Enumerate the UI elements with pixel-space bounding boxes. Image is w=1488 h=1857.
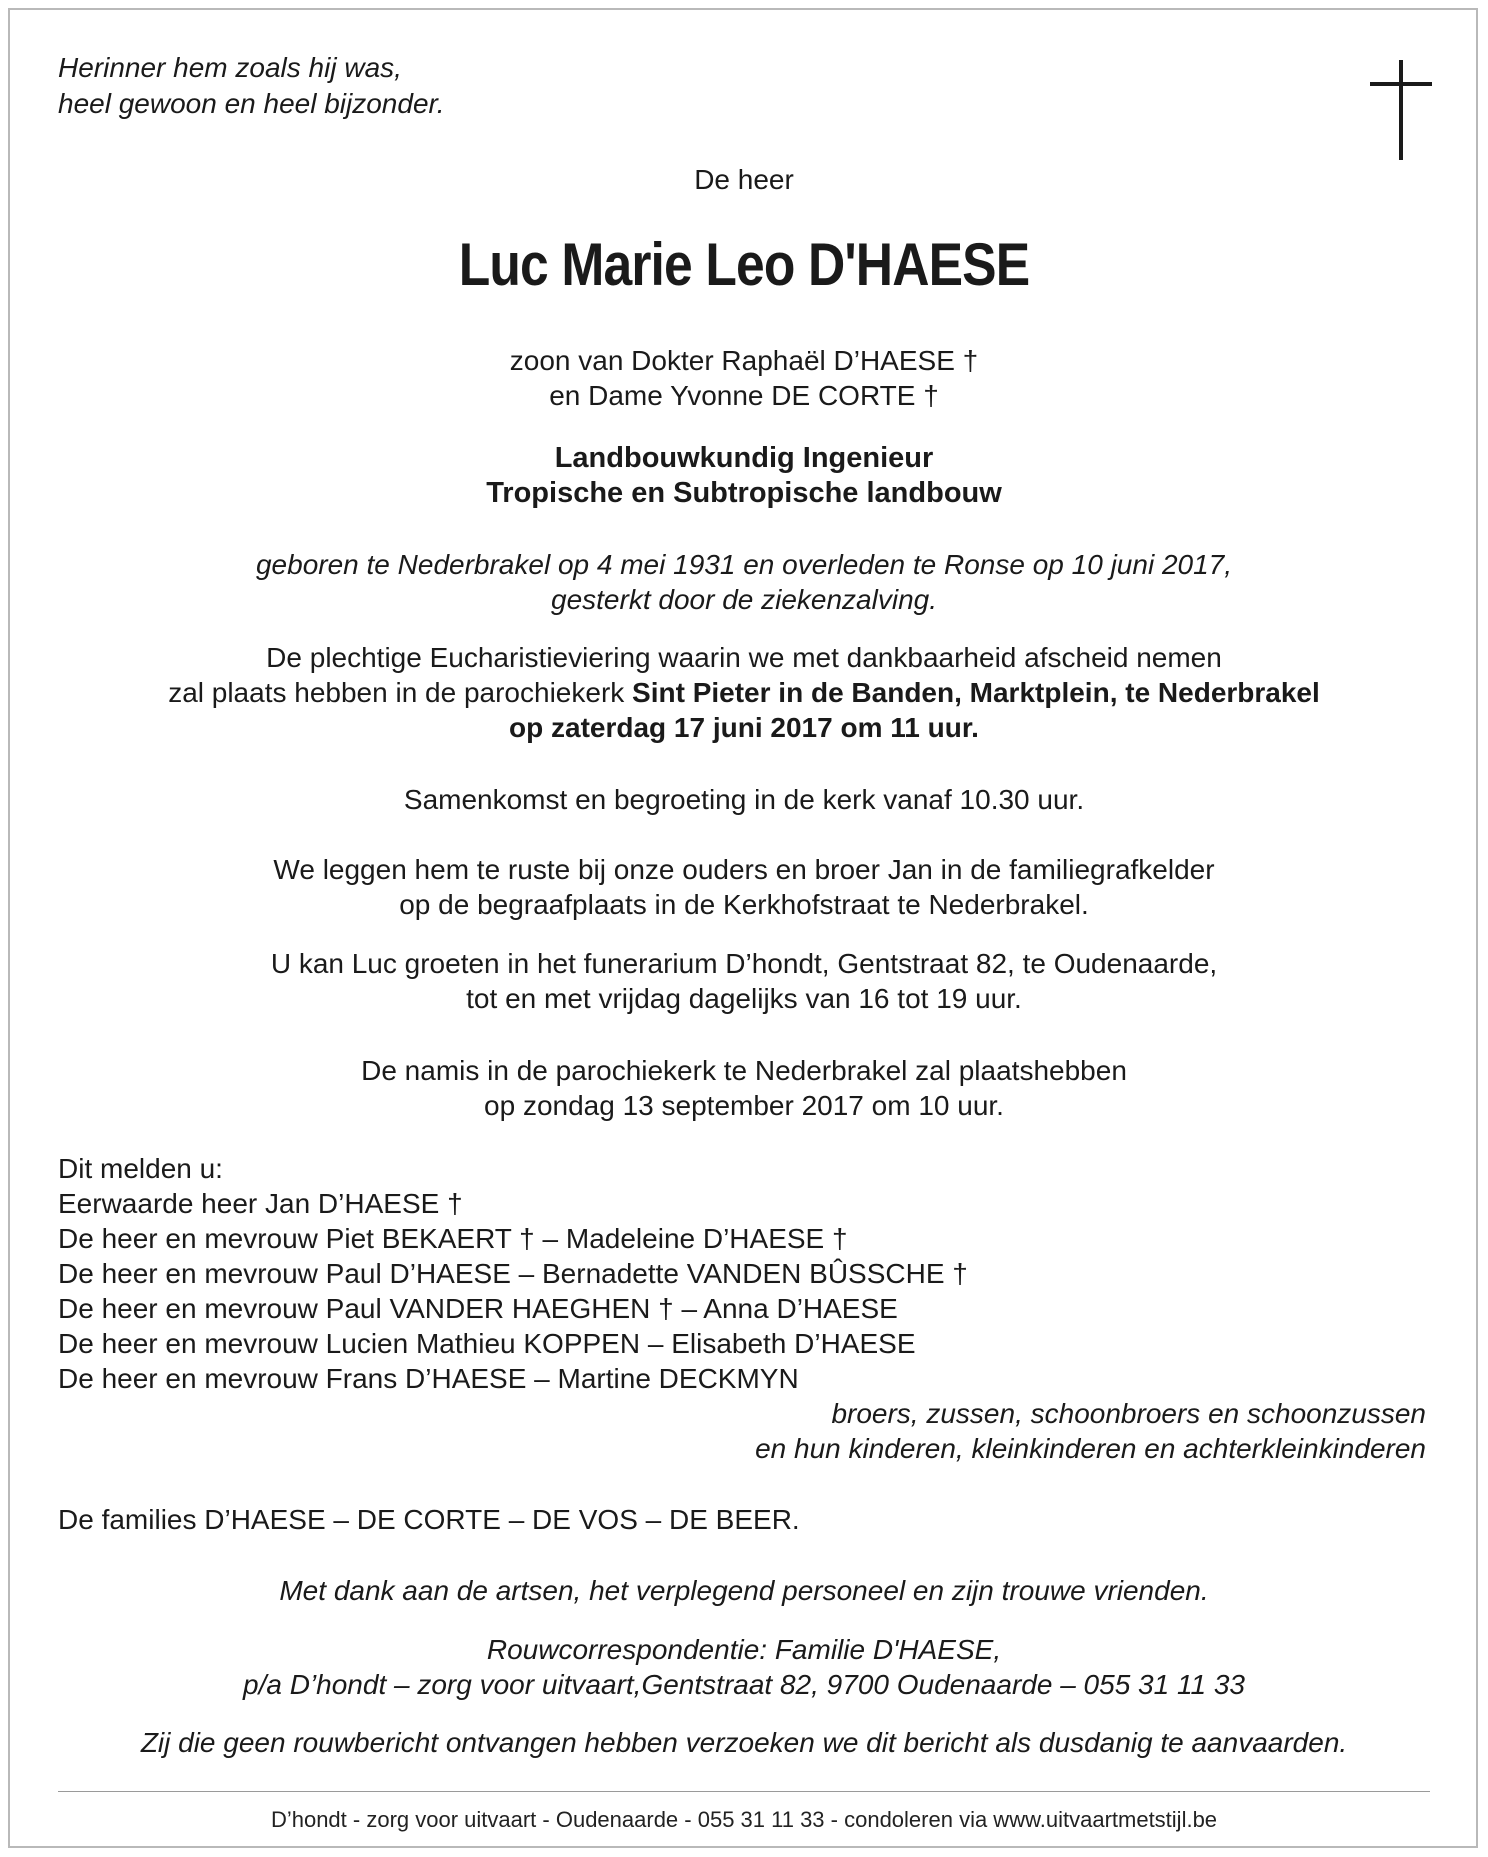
burial (0, 852, 1488, 922)
announcer-name: De heer en mevrouw Lucien Mathieu KOPPEN – Elisabeth D’HAESE (58, 1328, 916, 1359)
profession-line-2: Tropische en Subtropische landbouw (486, 477, 1002, 509)
intro-quote (58, 50, 445, 122)
birth-death (0, 547, 1488, 617)
salutation: De heer (694, 164, 794, 195)
deceased-name: Luc Marie Leo D'HAESE (458, 231, 1030, 298)
announcer-name: De heer en mevrouw Paul D’HAESE – Bernadette VANDEN BÛSSCHE † (58, 1258, 968, 1289)
ceremony-line-2-plain: zal plaats hebben in de parochiekerk (168, 677, 633, 708)
intro-line-1: Herinner hem zoals hij was, (58, 52, 402, 83)
parents-line-1: zoon van Dokter Raphaël D’HAESE † (509, 345, 979, 376)
birth-death-line-1: geboren te Nederbrakel op 4 mei 1931 en overleden te Ronse op 10 juni 2017, (255, 549, 1233, 580)
announcers-list (58, 1151, 968, 1396)
visitation (0, 946, 1488, 1016)
relation-line-2: en hun kinderen, kleinkinderen en achterkleinkinderen (755, 1433, 1426, 1464)
correspondence-line-1: Rouwcorrespondentie: Familie D'HAESE, (486, 1634, 1002, 1665)
profession (0, 441, 1488, 511)
visitation-line-1: U kan Luc groeten in het funerarium D’hondt, Gentstraat 82, te Oudenaarde, (270, 948, 1218, 979)
memorial-service (0, 1053, 1488, 1123)
correspondence (0, 1632, 1488, 1702)
visitation-line-2: tot en met vrijdag dagelijks van 16 tot 19 uur. (466, 983, 1022, 1014)
church-location: Sint Pieter in de Banden, Marktplein, te Nederbrakel (632, 677, 1320, 708)
announcer-name: De heer en mevrouw Paul VANDER HAEGHEN † – Anna D’HAESE (58, 1293, 898, 1324)
announcer-name: De heer en mevrouw Frans D’HAESE – Martine DECKMYN (58, 1363, 799, 1394)
relation-line-1: broers, zussen, schoonbroers en schoonzussen (831, 1398, 1426, 1429)
parents-line-2: en Dame Yvonne DE CORTE † (549, 380, 939, 411)
thanks: Met dank aan de artsen, het verplegend personeel en zijn trouwe vrienden. (279, 1575, 1209, 1606)
ceremony-line-2 (0, 675, 1488, 710)
burial-line-1: We leggen hem te ruste bij onze ouders en broer Jan in de familiegrafkelder (273, 854, 1215, 885)
footer-divider (58, 1791, 1430, 1792)
family-relation (600, 1396, 1426, 1466)
ceremony-line-1: De plechtige Eucharistieviering waarin we met dankbaarheid afscheid nemen (266, 642, 1222, 673)
burial-line-2: op de begraafplaats in de Kerkhofstraat te Nederbrakel. (399, 889, 1089, 920)
families-line: De families D’HAESE – DE CORTE – DE VOS – DE BEER. (58, 1504, 800, 1535)
footer-text: D’hondt - zorg voor uitvaart - Oudenaarde - 055 31 11 33 - condoleren via www.uitvaartmetstijl.be (270, 1807, 1218, 1832)
gathering: Samenkomst en begroeting in de kerk vanaf 10.30 uur. (403, 784, 1085, 815)
birth-death-line-2: gesterkt door de ziekenzalving. (551, 584, 937, 615)
announcers-heading: Dit melden u: (58, 1153, 223, 1184)
ceremony-date: op zaterdag 17 juni 2017 om 11 uur. (509, 712, 979, 743)
memorial-line-2: op zondag 13 september 2017 om 10 uur. (484, 1090, 1004, 1121)
memorial-line-1: De namis in de parochiekerk te Nederbrakel zal plaatshebben (361, 1055, 1127, 1086)
correspondence-line-2: p/a D’hondt – zorg voor uitvaart,Gentstraat 82, 9700 Oudenaarde – 055 31 11 33 (243, 1669, 1245, 1700)
parents (0, 343, 1488, 413)
closing-note: Zij die geen rouwbericht ontvangen hebben verzoeken we dit bericht als dusdanig te aanvaarden. (140, 1727, 1348, 1758)
cross-icon (1370, 60, 1436, 160)
announcer-name: De heer en mevrouw Piet BEKAERT † – Madeleine D’HAESE † (58, 1223, 848, 1254)
profession-line-1: Landbouwkundig Ingenieur (554, 442, 934, 474)
announcer-name: Eerwaarde heer Jan D’HAESE † (58, 1188, 463, 1219)
ceremony (0, 640, 1488, 745)
intro-line-2: heel gewoon en heel bijzonder. (58, 88, 445, 119)
